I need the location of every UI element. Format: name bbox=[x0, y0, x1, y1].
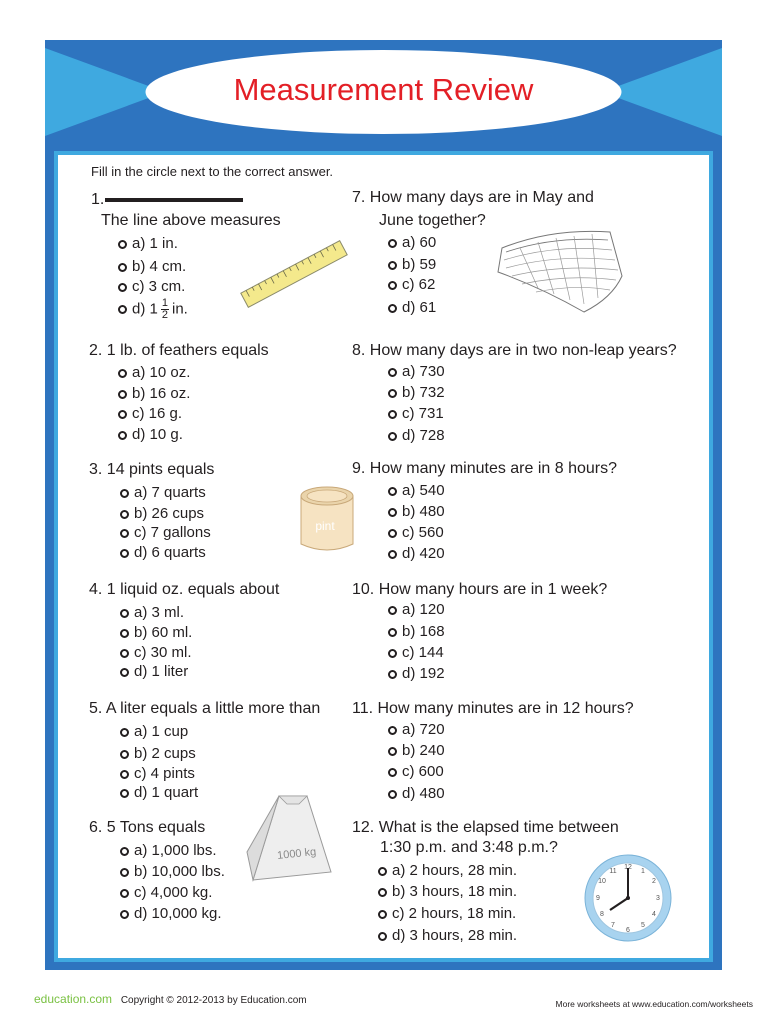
radio-circle[interactable] bbox=[120, 847, 129, 856]
q2-option-b[interactable]: b) 16 oz. bbox=[118, 384, 190, 404]
radio-circle[interactable] bbox=[120, 889, 129, 898]
radio-circle[interactable] bbox=[118, 369, 127, 378]
radio-circle[interactable] bbox=[388, 768, 397, 777]
radio-circle[interactable] bbox=[388, 649, 397, 658]
radio-circle[interactable] bbox=[378, 867, 387, 876]
radio-circle[interactable] bbox=[378, 888, 387, 897]
question-2-text: 2. 1 lb. of feathers equals bbox=[89, 342, 269, 359]
radio-circle[interactable] bbox=[120, 770, 129, 779]
q4-option-a[interactable]: a) 3 ml. bbox=[120, 603, 184, 623]
fraction: $\frac{1}{2}$ bbox=[161, 297, 168, 321]
pint-label: pint bbox=[315, 519, 335, 533]
q5-option-d[interactable]: d) 1 quart bbox=[120, 783, 198, 803]
question-1-number: 1. bbox=[91, 191, 105, 208]
weight-illustration bbox=[243, 792, 335, 884]
question-12-text: 12. What is the elapsed time between bbox=[352, 819, 619, 836]
radio-circle[interactable] bbox=[388, 410, 397, 419]
q9-option-b[interactable]: b) 480 bbox=[388, 502, 445, 522]
radio-circle[interactable] bbox=[120, 629, 129, 638]
radio-circle[interactable] bbox=[388, 529, 397, 538]
q7-option-b[interactable]: b) 59 bbox=[388, 255, 436, 275]
q3-option-c[interactable]: c) 7 gallons bbox=[120, 523, 211, 543]
q6-option-c[interactable]: c) 4,000 kg. bbox=[120, 883, 212, 903]
q8-option-d[interactable]: d) 728 bbox=[388, 426, 445, 446]
svg-text:9: 9 bbox=[596, 895, 600, 902]
q8-option-c[interactable]: c) 731 bbox=[388, 404, 444, 424]
q2-option-d[interactable]: d) 10 g. bbox=[118, 425, 183, 445]
radio-circle[interactable] bbox=[118, 390, 127, 399]
radio-circle[interactable] bbox=[120, 728, 129, 737]
svg-text:1: 1 bbox=[641, 868, 645, 875]
radio-circle[interactable] bbox=[120, 609, 129, 618]
svg-text:3: 3 bbox=[656, 895, 660, 902]
radio-circle[interactable] bbox=[118, 410, 127, 419]
radio-circle[interactable] bbox=[120, 510, 129, 519]
page-title: Measurement Review bbox=[233, 72, 534, 107]
question-7-text: 7. How many days are in May and bbox=[352, 189, 594, 206]
q4-option-b[interactable]: b) 60 ml. bbox=[120, 623, 192, 643]
question-4-text: 4. 1 liquid oz. equals about bbox=[89, 581, 280, 598]
svg-text:10: 10 bbox=[598, 878, 606, 885]
q4-option-d[interactable]: d) 1 liter bbox=[120, 662, 188, 682]
q3-option-a[interactable]: a) 7 quarts bbox=[120, 483, 206, 503]
pint-container-illustration bbox=[297, 484, 357, 556]
radio-circle[interactable] bbox=[120, 489, 129, 498]
instructions: Fill in the circle next to the correct answer. bbox=[91, 164, 334, 179]
more-worksheets-link[interactable]: More worksheets at www.education.com/worksheets bbox=[555, 999, 753, 1009]
q5-option-c[interactable]: c) 4 pints bbox=[120, 764, 195, 784]
question-10-text: 10. How many hours are in 1 week? bbox=[352, 581, 608, 598]
q3-option-b[interactable]: b) 26 cups bbox=[120, 504, 204, 524]
education-logo[interactable]: education.com bbox=[34, 992, 113, 1006]
radio-circle[interactable] bbox=[388, 432, 397, 441]
radio-circle[interactable] bbox=[388, 628, 397, 637]
svg-text:12: 12 bbox=[624, 864, 632, 871]
q10-option-b[interactable]: b) 168 bbox=[388, 622, 445, 642]
question-8-text: 8. How many days are in two non-leap years? bbox=[352, 342, 677, 359]
question-1-text: The line above measures bbox=[101, 212, 281, 229]
radio-circle[interactable] bbox=[118, 283, 127, 292]
q9-option-a[interactable]: a) 540 bbox=[388, 481, 445, 501]
svg-text:8: 8 bbox=[600, 911, 604, 918]
radio-circle[interactable] bbox=[388, 281, 397, 290]
q12-option-d[interactable]: d) 3 hours, 28 min. bbox=[378, 926, 517, 946]
footer-left bbox=[34, 992, 307, 1006]
q8-option-a[interactable]: a) 730 bbox=[388, 362, 445, 382]
q10-option-a[interactable]: a) 120 bbox=[388, 600, 445, 620]
q1-option-b[interactable]: b) 4 cm. bbox=[118, 257, 186, 277]
radio-circle[interactable] bbox=[120, 529, 129, 538]
copyright-text: Copyright © 2012-2013 by Education.com bbox=[120, 995, 307, 1006]
calendar-illustration bbox=[492, 218, 628, 316]
radio-circle[interactable] bbox=[118, 431, 127, 440]
radio-circle[interactable] bbox=[118, 240, 127, 249]
q2-option-a[interactable]: a) 10 oz. bbox=[118, 363, 190, 383]
clock-illustration bbox=[582, 852, 674, 944]
q7-option-a[interactable]: a) 60 bbox=[388, 233, 436, 253]
svg-text:4: 4 bbox=[652, 911, 656, 918]
q3-option-d[interactable]: d) 6 quarts bbox=[120, 543, 206, 563]
radio-circle[interactable] bbox=[388, 747, 397, 756]
q11-option-d[interactable]: d) 480 bbox=[388, 784, 445, 804]
radio-circle[interactable] bbox=[120, 750, 129, 759]
q9-option-d[interactable]: d) 420 bbox=[388, 544, 445, 564]
question-6-text: 6. 5 Tons equals bbox=[89, 819, 206, 836]
q5-option-a[interactable]: a) 1 cup bbox=[120, 722, 188, 742]
radio-circle[interactable] bbox=[378, 932, 387, 941]
q7-option-c[interactable]: c) 62 bbox=[388, 275, 435, 295]
svg-text:11: 11 bbox=[609, 868, 617, 875]
q2-option-c[interactable]: c) 16 g. bbox=[118, 404, 182, 424]
q11-option-b[interactable]: b) 240 bbox=[388, 741, 445, 761]
svg-text:5: 5 bbox=[641, 922, 645, 929]
question-9-text: 9. How many minutes are in 8 hours? bbox=[352, 460, 618, 477]
radio-circle[interactable] bbox=[120, 868, 129, 877]
radio-circle[interactable] bbox=[120, 649, 129, 658]
q6-option-a[interactable]: a) 1,000 lbs. bbox=[120, 841, 217, 861]
q5-option-b[interactable]: b) 2 cups bbox=[120, 744, 196, 764]
radio-circle[interactable] bbox=[388, 389, 397, 398]
radio-circle[interactable] bbox=[378, 910, 387, 919]
q6-option-d[interactable]: d) 10,000 kg. bbox=[120, 904, 222, 924]
radio-circle[interactable] bbox=[388, 790, 397, 799]
radio-circle[interactable] bbox=[388, 670, 397, 679]
radio-circle[interactable] bbox=[388, 508, 397, 517]
radio-circle[interactable] bbox=[120, 668, 129, 677]
q9-option-c[interactable]: c) 560 bbox=[388, 523, 444, 543]
measure-line bbox=[105, 198, 243, 202]
q4-option-c[interactable]: c) 30 ml. bbox=[120, 643, 192, 663]
q12-option-c[interactable]: c) 2 hours, 18 min. bbox=[378, 904, 516, 924]
radio-circle[interactable] bbox=[118, 305, 127, 314]
q10-option-c[interactable]: c) 144 bbox=[388, 643, 444, 663]
radio-circle[interactable] bbox=[388, 606, 397, 615]
radio-circle[interactable] bbox=[120, 789, 129, 798]
q7-option-d[interactable]: d) 61 bbox=[388, 298, 436, 318]
q11-option-a[interactable]: a) 720 bbox=[388, 720, 445, 740]
svg-text:2: 2 bbox=[652, 878, 656, 885]
ruler-illustration bbox=[234, 236, 354, 312]
radio-circle[interactable] bbox=[388, 487, 397, 496]
question-5-text: 5. A liter equals a little more than bbox=[89, 700, 321, 717]
q10-option-d[interactable]: d) 192 bbox=[388, 664, 445, 684]
svg-text:7: 7 bbox=[611, 922, 615, 929]
radio-circle[interactable] bbox=[388, 368, 397, 377]
question-11-text: 11. How many minutes are in 12 hours? bbox=[352, 700, 634, 717]
question-3-text: 3. 14 pints equals bbox=[89, 461, 215, 478]
q1-option-c[interactable]: c) 3 cm. bbox=[118, 277, 185, 297]
question-12-text-line2: 1:30 p.m. and 3:48 p.m.? bbox=[380, 839, 558, 856]
svg-text:6: 6 bbox=[626, 927, 630, 934]
q12-option-b[interactable]: b) 3 hours, 18 min. bbox=[378, 882, 517, 902]
radio-circle[interactable] bbox=[120, 910, 129, 919]
radio-circle[interactable] bbox=[388, 239, 397, 248]
q1-option-a[interactable]: a) 1 in. bbox=[118, 234, 178, 254]
q11-option-c[interactable]: c) 600 bbox=[388, 762, 444, 782]
radio-circle[interactable] bbox=[388, 550, 397, 559]
q6-option-b[interactable]: b) 10,000 lbs. bbox=[120, 862, 225, 882]
q8-option-b[interactable]: b) 732 bbox=[388, 383, 445, 403]
q12-option-a[interactable]: a) 2 hours, 28 min. bbox=[378, 861, 517, 881]
radio-circle[interactable] bbox=[388, 726, 397, 735]
radio-circle[interactable] bbox=[120, 549, 129, 558]
radio-circle[interactable] bbox=[388, 261, 397, 270]
weight-label: 1000 kg bbox=[276, 846, 317, 863]
question-7-text-line2: June together? bbox=[379, 212, 486, 229]
radio-circle[interactable] bbox=[388, 304, 397, 313]
radio-circle[interactable] bbox=[118, 263, 127, 272]
q1-option-d[interactable]: d) 1 $\frac{1}{2}$ in. bbox=[118, 298, 188, 321]
